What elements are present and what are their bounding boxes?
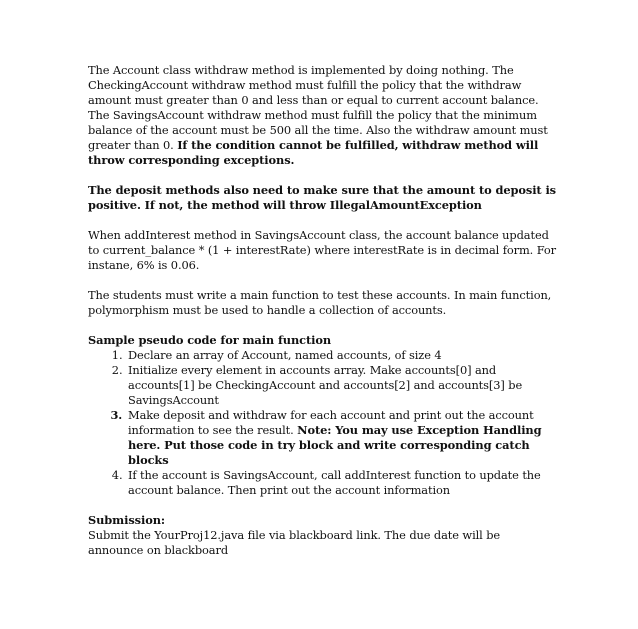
list-item-text: Declare an array of Account, named accounts, of size 4 (128, 348, 442, 362)
sample-heading: Sample pseudo code for main function (88, 333, 332, 347)
list-item-text: Make deposit and withdraw for each account and print out the account information to see the result. (128, 408, 534, 437)
intro-text: The Account class withdraw method is implemented by doing nothing. The CheckingAccount withdraw method must fulfill the policy that the withdraw amount must greater than 0 and less than or equal to current account balance. The SavingsAccount withdraw method must fulfill the policy that the minimum balance of the account must be 500 all the time. Also the withdraw amount must greater than 0. (88, 63, 548, 152)
deposit-paragraph: The deposit methods also need to make sure that the amount to deposit is positive. If not, the method will throw IllegalAmountException (88, 183, 556, 212)
pseudo-code-list (88, 348, 558, 498)
interest-paragraph: When addInterest method in SavingsAccount class, the account balance updated to current_balance * (1 + interestRate) where interestRate is in decimal form. For instane, 6% is 0.06. (88, 228, 556, 272)
list-item (126, 468, 558, 498)
submission-paragraph: Submit the YourProj12.java file via blackboard link. The due date will be announce on blackboard (88, 528, 501, 557)
list-item-text: Initialize every element in accounts array. Make accounts[0] and accounts[1] be CheckingAccount and accounts[2] and accounts[3] be SavingsAccount (128, 363, 523, 407)
list-item-text: If the account is SavingsAccount, call addInterest function to update the account balance. Then print out the account information (128, 468, 541, 497)
intro-paragraph (88, 63, 558, 168)
intro-bold-text: If the condition cannot be fulfilled, withdraw method will throw corresponding exceptions. (88, 138, 539, 167)
document-body (88, 63, 558, 558)
list-item (126, 408, 558, 468)
list-item (126, 363, 558, 408)
students-paragraph: The students must write a main function to test these accounts. In main function, polymorphism must be used to handle a collection of accounts. (88, 288, 552, 317)
list-item (126, 348, 558, 363)
submission-heading: Submission: (88, 513, 165, 527)
list-item-bold-text: Note: You may use Exception Handling here. Put those code in try block and write corresponding catch blocks (128, 423, 542, 467)
